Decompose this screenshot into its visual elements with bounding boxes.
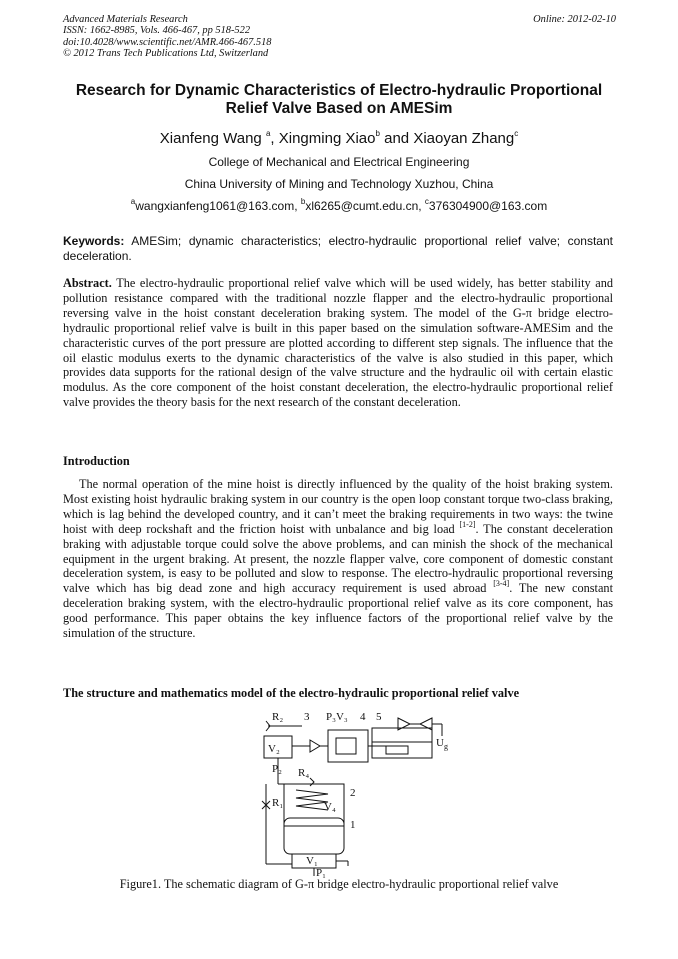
affiliation-line-2: China University of Mining and Technology Xuzhou, China bbox=[184, 177, 494, 191]
solenoid-top bbox=[372, 728, 432, 742]
paper-title bbox=[40, 82, 638, 118]
main-spool bbox=[284, 818, 344, 854]
r1-orifice-b bbox=[266, 801, 270, 809]
issn-line: ISSN: 1662-8985, Vols. 466-467, pp 518-522 bbox=[63, 25, 251, 37]
label-4: 4 bbox=[360, 711, 366, 723]
author-3: Xiaoyan Zhang bbox=[413, 130, 515, 147]
label-r4: R₄ bbox=[298, 767, 310, 779]
doi-line: doi:10.4028/www.scientific.net/AMR.466-467.518 bbox=[63, 36, 272, 48]
affiliation-line-1: College of Mechanical and Electrical Engineering bbox=[208, 155, 470, 169]
label-p2: P₂ bbox=[272, 763, 282, 775]
author-list bbox=[40, 130, 638, 147]
author-2-mark: b bbox=[375, 129, 380, 138]
valve-schematic-figure bbox=[252, 706, 452, 878]
citation-1: [1-2] bbox=[459, 519, 476, 529]
label-2: 2 bbox=[350, 787, 356, 799]
pilot-valve-body bbox=[328, 730, 368, 762]
introduction-paragraph bbox=[63, 477, 613, 641]
author-1: Xianfeng Wang bbox=[159, 130, 262, 147]
abstract-label: Abstract. bbox=[63, 276, 112, 290]
author-1-mark: a bbox=[265, 129, 271, 138]
email-mark: c bbox=[424, 197, 429, 206]
label-ug-main: U bbox=[436, 737, 444, 749]
abstract-text: The electro-hydraulic proportional relief valve which will be used widely, has better stability and pollution resistance compared with the traditional nozzle flapper and the electro-hydraulic proportional reversing valve in the hoist constant deceleration braking system. The model of the G-π bridge electro-hydraulic proportional relief valve is built in this paper based on the simulation software-AMESim and the characteristic curves of the port pressure are plotted according to different step signals. The influence that the oil elastic modulus exerts to the dynamic characteristics of the valve is also studied in this paper, which provides data supports for the rational design of the valve structure and the hydraulic oil with certain elastic modulus. As the core component of the hoist constant deceleration, the electro-hydraulic proportional relief valve provides the theory basis for the next research of the constant deceleration. bbox=[63, 276, 613, 410]
label-5: 5 bbox=[376, 711, 382, 723]
label-r2: R₂ bbox=[272, 711, 284, 723]
keywords-text: AMESim; dynamic characteristics; electro-hydraulic proportional relief valve; constant deceleration. bbox=[63, 234, 613, 263]
abstract bbox=[63, 276, 613, 410]
keywords-label: Keywords: bbox=[63, 234, 125, 248]
introduction-heading: Introduction bbox=[63, 454, 130, 468]
author-emails bbox=[40, 199, 638, 213]
author-2: Xingming Xiao bbox=[278, 130, 376, 147]
label-1: 1 bbox=[350, 819, 356, 831]
citation-2: [3-4] bbox=[493, 579, 510, 589]
r4-orifice bbox=[310, 778, 314, 786]
keywords bbox=[63, 234, 613, 264]
structure-section-heading: The structure and mathematics model of the electro-hydraulic proportional relief valve bbox=[63, 686, 520, 700]
pilot-spool bbox=[336, 738, 356, 754]
intro-text-2: . The constant deceleration braking with adjustable torque could solve the above problems, and can minish the shock of the mechanical equipment in the urgent braking. At present, the nozzle flapper valve, core component of domestic constant deceleration system, is easy to be polluted and slow to response. The electro-hydraulic proportional reversing valve which has big dead zone and high accuracy requirement is used abroad bbox=[63, 521, 613, 596]
email-2[interactable]: xl6265@cumt.edu.cn, bbox=[305, 199, 425, 213]
author-3-mark: c bbox=[514, 129, 519, 138]
online-date: Online: 2012-02-10 bbox=[533, 14, 616, 25]
email-mark: b bbox=[300, 197, 306, 206]
solenoid-body bbox=[372, 742, 432, 758]
journal-header bbox=[63, 14, 616, 59]
journal-name: Advanced Materials Research bbox=[63, 14, 188, 25]
intro-text-3: . The new constant deceleration braking system, with the electro-hydraulic proportional relief valve as its core component, has good performance. This paper obtains the key influence factors of the proportional relief valve by the simulation of the structure. bbox=[63, 581, 613, 641]
email-1[interactable]: wangxianfeng1061@163.com, bbox=[135, 199, 301, 213]
author-separator: , bbox=[270, 130, 279, 147]
label-v4: V₄ bbox=[324, 801, 336, 813]
label-ug bbox=[436, 737, 448, 751]
label-r1: R₁ bbox=[272, 797, 284, 809]
title-line-2: Relief Valve Based on AMESim bbox=[225, 100, 453, 117]
copyright-line: © 2012 Trans Tech Publications Ltd, Switzerland bbox=[63, 47, 269, 59]
author-separator: and bbox=[379, 130, 414, 147]
label-v2: V₂ bbox=[268, 743, 280, 755]
label-p3v3: P₃V₃ bbox=[326, 711, 348, 723]
figure-caption: Figure1. The schematic diagram of G-π bridge electro-hydraulic proportional relief valve bbox=[119, 877, 559, 891]
email-3[interactable]: 376304900@163.com bbox=[428, 199, 548, 213]
label-v1: V₁ bbox=[306, 855, 318, 867]
label-p1: P₁ bbox=[316, 867, 326, 878]
label-3: 3 bbox=[304, 711, 310, 723]
title-line-1: Research for Dynamic Characteristics of Electro-hydraulic Proportional bbox=[75, 82, 603, 99]
solenoid-armature bbox=[386, 746, 408, 754]
intro-text-1: The normal operation of the mine hoist is directly influenced by the quality of the hoist braking system. Most existing hoist hydraulic braking system in our country is the open loop constant torque two-class braking, which is lag behind the developed country, and it can’t meet the braking requirements in two ways: the twine hoist with deep rockshaft and the friction hoist with unbalance and big load bbox=[63, 477, 613, 536]
nozzle bbox=[310, 740, 320, 752]
label-ug-sub: g bbox=[443, 742, 448, 751]
email-mark: a bbox=[130, 197, 136, 206]
